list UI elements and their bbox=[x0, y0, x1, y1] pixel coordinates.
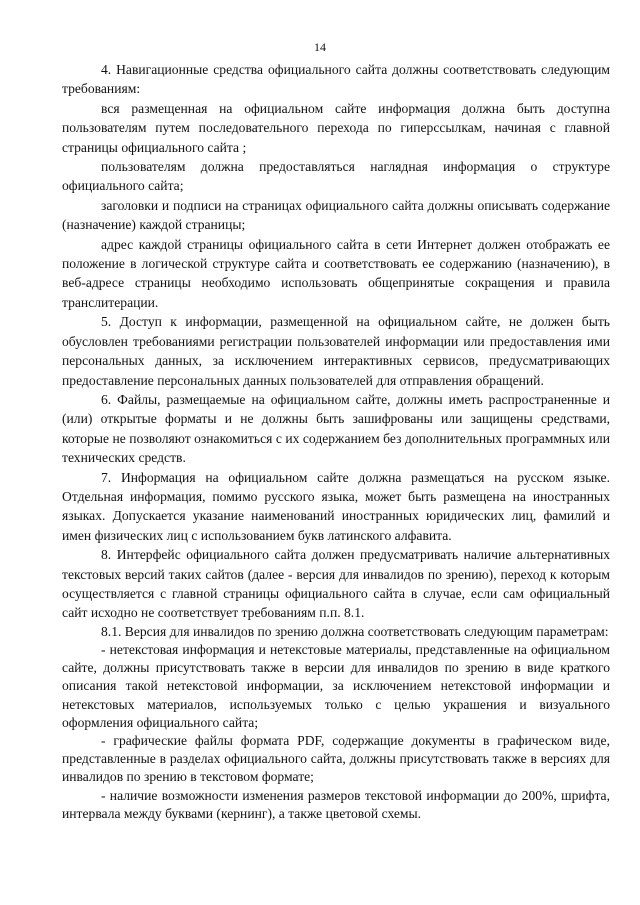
paragraph-accessible-version-params: 8.1. Версия для инвалидов по зрению должна соответствовать следующим параметрам: bbox=[101, 623, 609, 639]
page-number: 14 bbox=[314, 40, 326, 54]
paragraph-site-structure: пользователям должна предоставляться наглядная информация о структуре официального сайта; bbox=[62, 159, 610, 194]
paragraph-file-formats: 6. Файлы, размещаемые на официальном сайте, должны иметь распространенные и (или) открытые форматы и не должны быть зашифрованы или защищены средствами, которые не позволяют ознакомиться с их содержанием без дополнительных программных или технических средств. bbox=[62, 391, 610, 466]
paragraph-text-resize: - наличие возможности изменения размеров текстовой информации до 200%, шрифта, интервала между буквами (кернинг), а также цветовой схемы. bbox=[62, 787, 610, 821]
document-body bbox=[62, 60, 610, 823]
paragraph-accessible-version: 8. Интерфейс официального сайта должен предусматривать наличие альтернативных текстовых версий таких сайтов (далее - версия для инвалидов по зрению), переход к которым осуществляется с главной страницы официального сайта в случае, если сам официальный сайт исходно не соответствует требованиям п.п. 8.1. bbox=[62, 547, 610, 621]
paragraph-page-address: адрес каждой страницы официального сайта в сети Интернет должен отображать ее положение в логической структуре сайта и соответствовать ее содержанию (назначению), в веб-адресе страницы необходимо использовать общепринятые сокращения и правила транслитерации. bbox=[62, 236, 610, 310]
paragraph-navigation-requirements: 4. Навигационные средства официального сайта должны соответствовать следующим требованиям: bbox=[62, 62, 610, 97]
paragraph-nontext-info: - нетекстовая информация и нетекстовые материалы, представленные на официальном сайте, должны присутствовать также в версии для инвалидов по зрению в виде краткого описания такой нетекстовой информации, за исключением нетекстовой информации и нетекстовых материалов, используемых только с целью украшения и визуального оформления официального сайта; bbox=[62, 641, 610, 730]
paragraph-hyperlink-access: вся размещенная на официальном сайте информация должна быть доступна пользователям путем последовательного перехода по гиперссылкам, начиная с главной страницы официального сайта ; bbox=[62, 100, 610, 155]
paragraph-access-without-registration: 5. Доступ к информации, размещенной на официальном сайте, не должен быть обусловлен требованиями регистрации пользователей информации или предоставления ими персональных данных, за исключением интерактивных сервисов, предусматривающих предоставление персональных данных пользователей для отправления обращений. bbox=[62, 314, 610, 388]
paragraph-pdf-files: - графические файлы формата PDF, содержащие документы в графическом виде, представленные в разделах официального сайта, должны присутствовать также в версиях для инвалидов по зрению в текстовом формате; bbox=[62, 733, 610, 785]
paragraph-language: 7. Информация на официальном сайте должна размещаться на русском языке. Отдельная информация, помимо русского языка, может быть размещена на иностранных языках. Допускается указание наименований иностранных юридических лиц, фамилий и имен физических лиц с использованием букв латинского алфавита. bbox=[62, 469, 610, 543]
paragraph-page-headings: заголовки и подписи на страницах официального сайта должны описывать содержание (назначение) каждой страницы; bbox=[62, 197, 610, 233]
